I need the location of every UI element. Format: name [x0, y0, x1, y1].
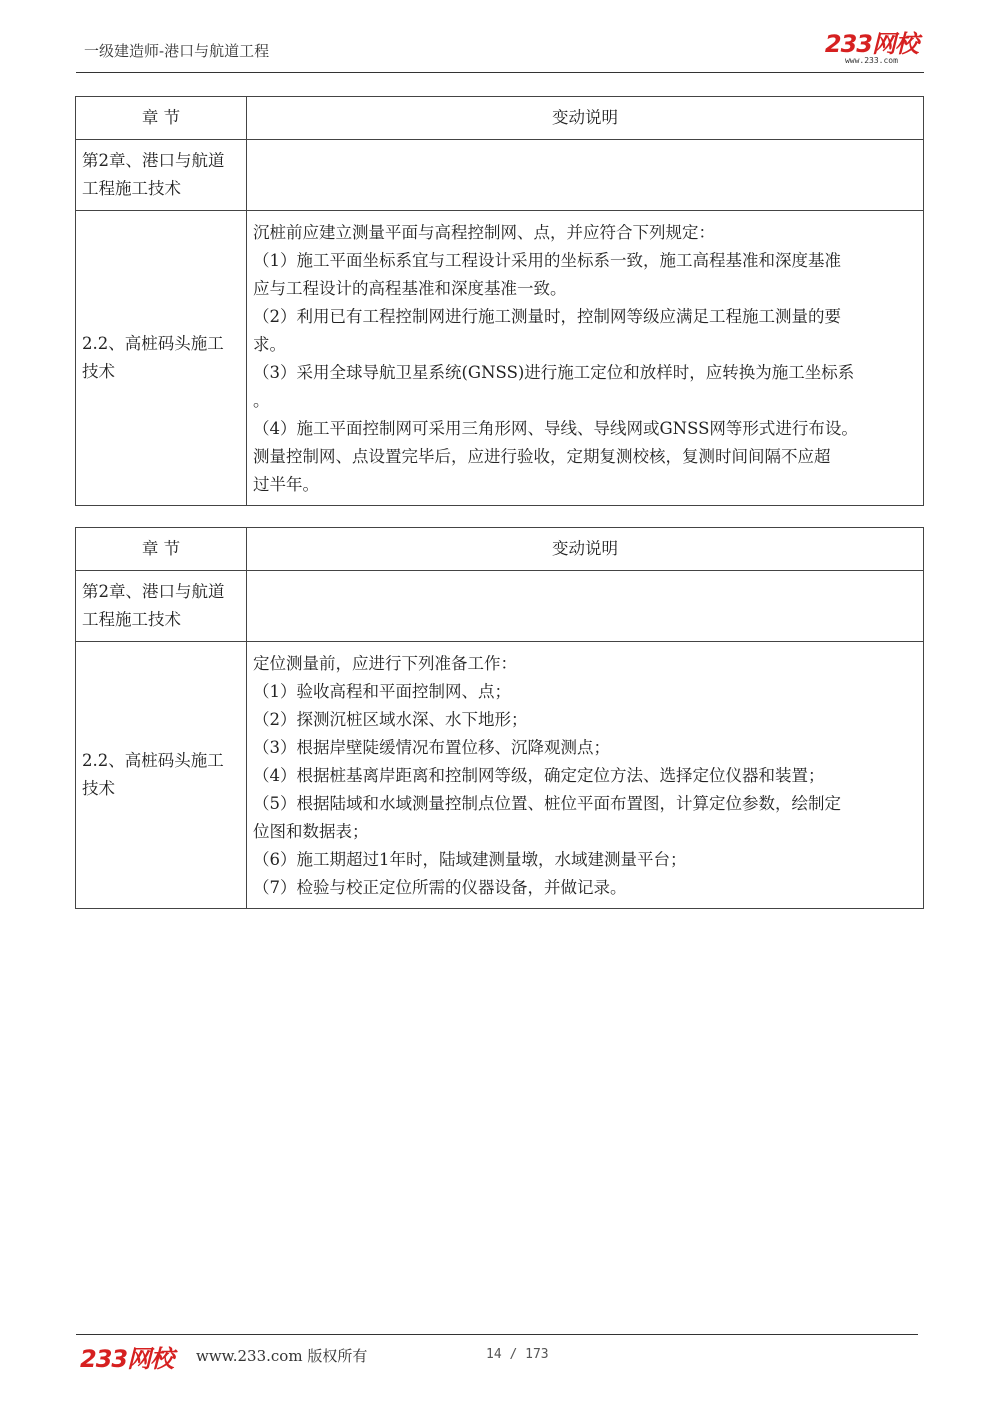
- table-header-row: [76, 528, 924, 571]
- table-header-row: [76, 97, 924, 140]
- section-label-line: 技术: [82, 362, 115, 381]
- description-line: （4）施工平面控制网可采用三角形网、导线、导线网或GNSS网等形式进行布设。: [253, 419, 858, 438]
- description-line: （7）检验与校正定位所需的仪器设备，并做记录。: [253, 878, 627, 897]
- column-header-chapter: 章 节: [76, 97, 247, 140]
- description-line: （2）探测沉桩区域水深、水下地形；: [253, 710, 528, 729]
- description-line: （6）施工期超过1年时，陆域建测量墩，水域建测量平台；: [253, 850, 687, 869]
- brand-logo: [825, 32, 918, 66]
- chapter-label-line: 第2章、港口与航道: [82, 582, 225, 601]
- section-cell: [76, 642, 247, 909]
- section-cell: [76, 211, 247, 506]
- description-line: 求。: [253, 335, 286, 354]
- column-header-description: 变动说明: [247, 528, 924, 571]
- description-line: （3）根据岸壁陡缓情况布置位移、沉降观测点；: [253, 738, 610, 757]
- description-line: 定位测量前，应进行下列准备工作：: [253, 654, 517, 673]
- section-row: [76, 642, 924, 909]
- description-line: （1）施工平面坐标系宜与工程设计采用的坐标系一致，施工高程基准和深度基准: [253, 251, 841, 270]
- column-header-description: 变动说明: [247, 97, 924, 140]
- chapter-label-line: 第2章、港口与航道: [82, 151, 225, 170]
- footer-brand-logo: 233网校: [80, 1345, 174, 1373]
- chapter-cell: [76, 140, 247, 211]
- section-label-line: 技术: [82, 779, 115, 798]
- footer-site-link[interactable]: www.233.com 版权所有: [196, 1347, 368, 1365]
- description-line: 测量控制网、点设置完毕后，应进行验收，定期复测校核，复测时间间隔不应超: [253, 447, 831, 466]
- section-description-cell: [247, 642, 924, 909]
- description-line: 。: [253, 391, 270, 410]
- section-row: [76, 211, 924, 506]
- chapter-label-line: 工程施工技术: [82, 179, 181, 198]
- brand-logo-text: 233网校: [824, 30, 918, 58]
- section-description-cell: [247, 211, 924, 506]
- chapter-description-cell: [247, 571, 924, 642]
- document-title: 一级建造师-港口与航道工程: [84, 42, 270, 60]
- description-line: 沉桩前应建立测量平面与高程控制网、点，并应符合下列规定：: [253, 223, 715, 242]
- description-line: 应与工程设计的高程基准和深度基准一致。: [253, 279, 567, 298]
- description-line: （3）采用全球导航卫星系统(GNSS)进行施工定位和放样时，应转换为施工坐标系: [253, 363, 855, 382]
- description-line: （1）验收高程和平面控制网、点；: [253, 682, 511, 701]
- page-number: 14 / 173: [486, 1347, 549, 1362]
- chapter-description-cell: [247, 140, 924, 211]
- chapter-cell: [76, 571, 247, 642]
- page-header: [76, 30, 924, 73]
- description-line: （4）根据桩基离岸距离和控制网等级，确定定位方法、选择定位仪器和装置；: [253, 766, 825, 785]
- description-line: （5）根据陆域和水域测量控制点位置、桩位平面布置图，计算定位参数，绘制定: [253, 794, 841, 813]
- section-label-line: 2.2、高桩码头施工: [82, 334, 224, 353]
- brand-logo-url: www.233.com: [844, 56, 898, 65]
- page-footer: [76, 1334, 918, 1375]
- description-line: 过半年。: [253, 475, 319, 494]
- column-header-chapter: 章 节: [76, 528, 247, 571]
- chapter-row: [76, 140, 924, 211]
- description-line: （2）利用已有工程控制网进行施工测量时，控制网等级应满足工程施工测量的要: [253, 307, 841, 326]
- chapter-row: [76, 571, 924, 642]
- description-line: 位图和数据表；: [253, 822, 369, 841]
- change-table-2: [75, 527, 924, 909]
- section-label-line: 2.2、高桩码头施工: [82, 751, 224, 770]
- chapter-label-line: 工程施工技术: [82, 610, 181, 629]
- change-table-1: [75, 96, 924, 506]
